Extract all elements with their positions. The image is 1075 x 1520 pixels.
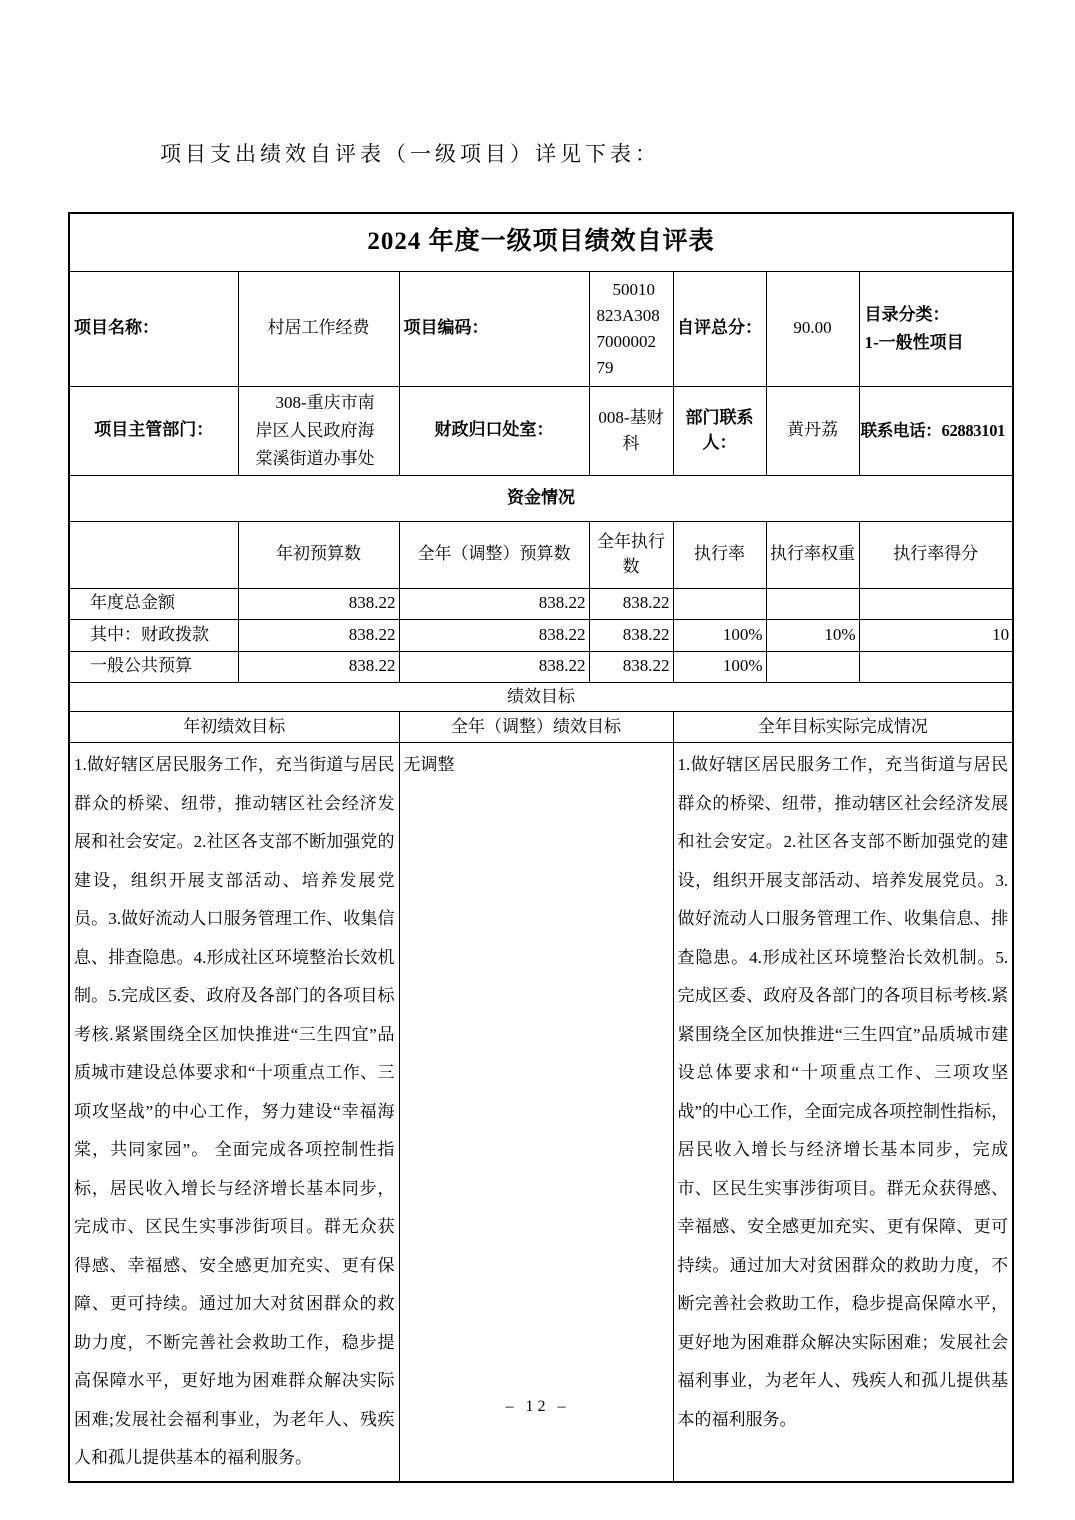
initial-goal-text: 1.做好辖区居民服务工作，充当街道与居民群众的桥梁、纽带，推动辖区社会经济发展和社会安定。2.社区各支部不断加强党的建设，组织开展支部活动、培养发展党员。3.做好流动人口服务管理工作、收集信息、排查隐患。4.形成社区环境整治长效机制。5.完成区委、政府及各部门的各项目标考核.紧紧围绕全区加快推进“三生四宜”品质城市建设总体要求和“十项重点工作、三项攻坚战”的中心工作，努力建设“幸福海棠，共同家园”。 全面完成各项控制性指标，居民收入增长与经济增长基本同步，完成市、区民生实事涉街项目。群无众获得感、幸福感、安全感更加充实、更有保障、更可持续。通过加大对贫困群众的救助力度，不断完善社会救助工作，稳步提高保障水平，更好地为困难群众解决实际困难;发展社会福利事业，为老年人、残疾人和孤儿提供基本的福利服务。 — [69, 743, 399, 1482]
funding-row-label: 年度总金额 — [69, 588, 238, 619]
funding-section-title: 资金情况 — [69, 475, 1013, 521]
dept-value: 308-重庆市南岸区人民政府海棠溪街道办事处 — [255, 392, 375, 468]
funding-score-value — [859, 588, 1013, 619]
funding-score-value — [859, 651, 1013, 682]
funding-adjusted-value: 838.22 — [399, 651, 589, 682]
table-title: 2024 年度一级项目绩效自评表 — [69, 213, 1013, 271]
funding-rate-value: 100% — [673, 619, 766, 651]
finance-office-label: 财政归口处室： — [399, 386, 589, 475]
project-name-label: 项目名称： — [69, 271, 238, 386]
funding-weight-value: 10% — [766, 619, 859, 651]
project-code-label: 项目编码： — [399, 271, 589, 386]
page-number: – 12 – — [505, 1398, 570, 1415]
goals-header-initial: 年初绩效目标 — [69, 712, 399, 743]
goals-header-adjusted: 全年（调整）绩效目标 — [399, 712, 673, 743]
funding-header-rate-score: 执行率得分 — [859, 521, 1013, 588]
completion-text: 1.做好辖区居民服务工作，充当街道与居民群众的桥梁、纽带，推动辖区社会经济发展和社会安定。2.社区各支部不断加强党的建设，组织开展支部活动、培养发展党员。3.做好流动人口服务管理工作、收集信息、排查隐患。4.形成社区环境整治长效机制。5.完成区委、政府及各部门的各项目标考核.紧紧围绕全区加快推进“三生四宜”品质城市建设总体要求和“十项重点工作、三项攻坚战”的中心工作，全面完成各项控制性指标，居民收入增长与经济增长基本同步，完成市、区民生实事涉街项目。群无众获得感、幸福感、安全感更加充实、更有保障、更可持续。通过加大对贫困群众的救助力度，不断完善社会救助工作，稳步提高保障水平，更好地为困难群众解决实际困难；发展社会福利事业，为老年人、残疾人和孤儿提供基本的福利服务。 — [673, 743, 1013, 1482]
funding-header-adjusted-budget: 全年（调整）预算数 — [399, 521, 589, 588]
catalog-label: 目录分类： — [864, 304, 950, 324]
funding-rate-value — [673, 588, 766, 619]
funding-row-label: 其中：财政拨款 — [69, 619, 238, 651]
goals-header-completion: 全年目标实际完成情况 — [673, 712, 1013, 743]
funding-row-total — [69, 588, 1013, 619]
intro-text: 项目支出绩效自评表（一级项目）详见下表： — [160, 142, 660, 166]
funding-initial-value: 838.22 — [238, 588, 399, 619]
funding-header-executed: 全年执行数 — [589, 521, 673, 588]
funding-weight-value — [766, 588, 859, 619]
funding-weight-value — [766, 651, 859, 682]
goals-section-title: 绩效目标 — [69, 682, 1013, 712]
funding-header-empty — [69, 521, 238, 588]
dept-value-cell — [238, 386, 399, 475]
funding-executed-value: 838.22 — [589, 588, 673, 619]
basic-info-row-2 — [69, 386, 1013, 475]
adjusted-goal-text: 无调整 — [399, 743, 673, 1482]
project-name-value: 村居工作经费 — [238, 271, 399, 386]
funding-executed-value: 838.22 — [589, 619, 673, 651]
basic-info-row-1 — [69, 271, 1013, 386]
funding-adjusted-value: 838.22 — [399, 619, 589, 651]
phone-label: 联系电话：62883101 — [859, 386, 1013, 475]
funding-header-rate-weight: 执行率权重 — [766, 521, 859, 588]
funding-section-row — [69, 475, 1013, 521]
funding-initial-value: 838.22 — [238, 651, 399, 682]
catalog-value: 1-一般性项目 — [864, 332, 964, 352]
funding-header-row — [69, 521, 1013, 588]
contact-label: 部门联系人： — [673, 386, 766, 475]
project-code-cell — [589, 271, 673, 386]
funding-header-exec-rate: 执行率 — [673, 521, 766, 588]
goals-content-row — [69, 743, 1013, 1482]
funding-row-public-budget — [69, 651, 1013, 682]
funding-rate-value: 100% — [673, 651, 766, 682]
funding-adjusted-value: 838.22 — [399, 588, 589, 619]
dept-label: 项目主管部门： — [69, 386, 238, 475]
funding-initial-value: 838.22 — [238, 619, 399, 651]
finance-office-value: 008-基财科 — [589, 386, 673, 475]
funding-score-value: 10 — [859, 619, 1013, 651]
catalog-cell — [859, 271, 1013, 386]
goals-section-row — [69, 682, 1013, 712]
funding-row-fiscal — [69, 619, 1013, 651]
funding-row-label: 一般公共预算 — [69, 651, 238, 682]
contact-name: 黄丹荔 — [766, 386, 859, 475]
funding-header-initial-budget: 年初预算数 — [238, 521, 399, 588]
table-title-row — [69, 213, 1013, 271]
self-score-label: 自评总分： — [673, 271, 766, 386]
goals-header-row — [69, 712, 1013, 743]
project-code-value: 50010823A308700000279 — [596, 279, 660, 377]
self-evaluation-table — [68, 212, 1014, 1483]
funding-executed-value: 838.22 — [589, 651, 673, 682]
self-score-value: 90.00 — [766, 271, 859, 386]
